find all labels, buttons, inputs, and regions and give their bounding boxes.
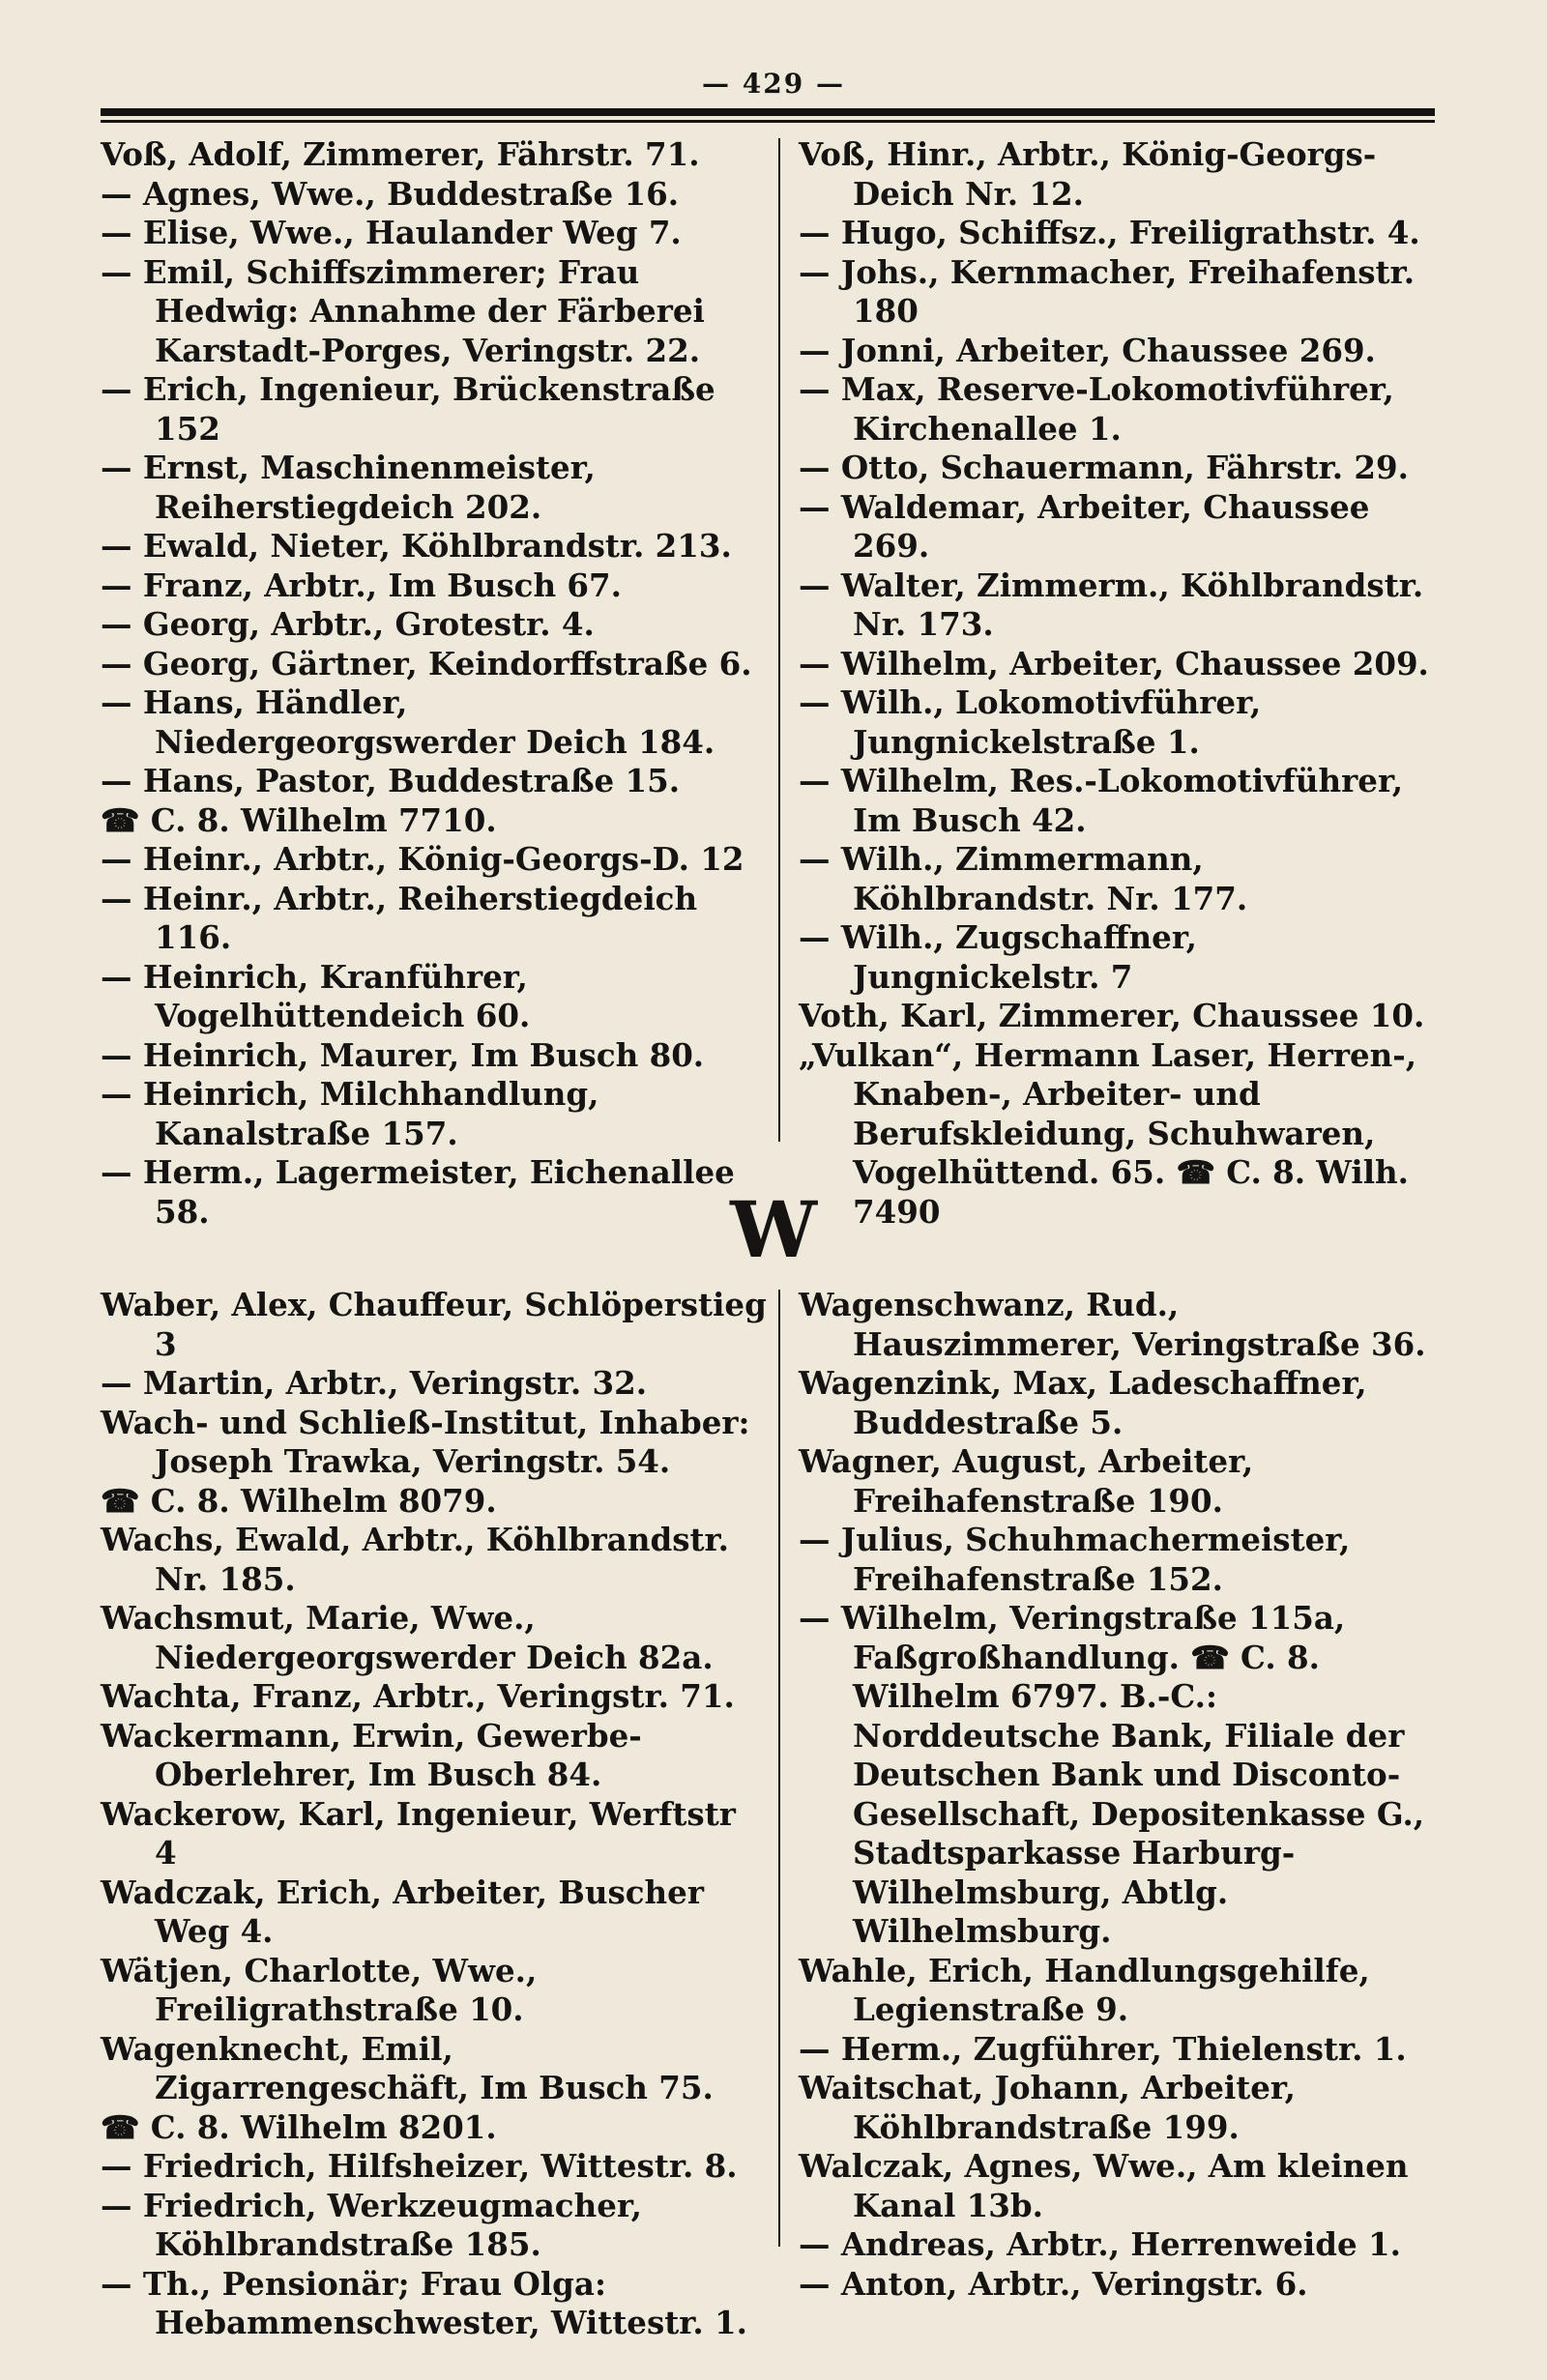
directory-entry: — Friedrich, Hilfsheizer, Wittestr. 8. bbox=[101, 2147, 738, 2185]
directory-entry: Voth, Karl, Zimmerer, Chaussee 10. bbox=[799, 997, 1425, 1034]
column-divider-bottom bbox=[778, 1290, 780, 2247]
directory-entry: — Julius, Schuhmachermeister, Freihafenstraße 152. bbox=[799, 1521, 1351, 1598]
column-divider-top bbox=[778, 138, 780, 1142]
directory-entry: — Georg, Gärtner, Keindorffstraße 6. bbox=[101, 644, 752, 682]
directory-entry: Wagner, August, Arbeiter, Freihafenstraße 190. bbox=[799, 1442, 1254, 1520]
directory-entry: — Herm., Lagermeister, Eichenallee 58. bbox=[101, 1153, 735, 1231]
directory-entry: — Friedrich, Werkzeugmacher, Köhlbrandstraße 185. bbox=[101, 2186, 642, 2263]
directory-entry: „Vulkan“, Hermann Laser, Herren-, Knaben-, Arbeiter- und Berufskleidung, Schuhwaren, Vogelhüttend. 65. ☎ C. 8. Wilh. 7490 bbox=[799, 1035, 1417, 1231]
directory-entry: — Otto, Schauermann, Fährstr. 29. bbox=[799, 449, 1409, 486]
directory-entry: — Anton, Arbtr., Veringstr. 6. bbox=[799, 2264, 1308, 2303]
directory-entry: Wachs, Ewald, Arbtr., Köhlbrandstr. Nr. 185. bbox=[101, 1521, 729, 1598]
directory-entry: — Elise, Wwe., Haulander Weg 7. bbox=[101, 214, 682, 251]
page-number: — 429 — bbox=[702, 68, 845, 100]
column-top-left bbox=[101, 135, 768, 1232]
directory-entry: — Erich, Ingenieur, Brückenstraße 152 bbox=[101, 370, 715, 448]
directory-entry: — Jonni, Arbeiter, Chaussee 269. bbox=[799, 331, 1376, 369]
directory-entry: — Georg, Arbtr., Grotestr. 4. bbox=[101, 605, 595, 643]
directory-entry: — Heinr., Arbtr., König-Georgs-D. 12 bbox=[101, 840, 744, 878]
directory-entry: — Agnes, Wwe., Buddestraße 16. bbox=[101, 174, 680, 213]
column-top-right bbox=[799, 135, 1442, 1232]
directory-entry: — Walter, Zimmerm., Köhlbrandstr. Nr. 173. bbox=[799, 566, 1424, 643]
directory-entry: ☎ C. 8. Wilhelm 7710. bbox=[101, 800, 497, 839]
directory-entry: — Wilhelm, Res.-Lokomotivführer, Im Busch 42. bbox=[799, 762, 1404, 839]
directory-entry: — Johs., Kernmacher, Freihafenstr. 180 bbox=[799, 252, 1416, 330]
directory-entry: — Heinrich, Maurer, Im Busch 80. bbox=[101, 1035, 705, 1074]
directory-entry: Wadczak, Erich, Arbeiter, Buscher Weg 4. bbox=[101, 1872, 704, 1950]
header-rule-thin bbox=[101, 120, 1435, 123]
directory-entry: — Hans, Pastor, Buddestraße 15. bbox=[101, 762, 681, 799]
directory-entry: — Hugo, Schiffsz., Freiligrathstr. 4. bbox=[799, 214, 1420, 251]
section-letter-heading: W bbox=[730, 1184, 817, 1275]
directory-entry: Wackermann, Erwin, Gewerbe-Oberlehrer, Im Busch 84. bbox=[101, 1716, 642, 1793]
column-bottom-left bbox=[101, 1286, 768, 2343]
directory-entry: — Heinr., Arbtr., Reiherstiegdeich 116. bbox=[101, 879, 698, 956]
directory-entry: Wach- und Schließ-Institut, Inhaber: Joseph Trawka, Veringstr. 54. bbox=[101, 1403, 750, 1480]
directory-entry: Voß, Adolf, Zimmerer, Fährstr. 71. bbox=[101, 135, 700, 173]
directory-entry: Wachta, Franz, Arbtr., Veringstr. 71. bbox=[101, 1677, 735, 1715]
directory-entry: — Martin, Arbtr., Veringstr. 32. bbox=[101, 1364, 648, 1402]
directory-entry: Wagenschwanz, Rud., Hauszimmerer, Veringstraße 36. bbox=[799, 1286, 1426, 1363]
directory-entry: Wackerow, Karl, Ingenieur, Werftstr 4 bbox=[101, 1794, 736, 1872]
directory-entry: Waber, Alex, Chauffeur, Schlöperstieg 3 bbox=[101, 1286, 767, 1363]
directory-entry: — Wilh., Zimmermann, Köhlbrandstr. Nr. 177. bbox=[799, 840, 1248, 917]
directory-entry: Waitschat, Johann, Arbeiter, Köhlbrandstraße 199. bbox=[799, 2069, 1296, 2146]
column-bottom-right bbox=[799, 1286, 1442, 2304]
directory-entry: Wahle, Erich, Handlungsgehilfe, Legienstraße 9. bbox=[799, 1951, 1370, 2028]
directory-entry: — Emil, Schiffszimmerer; Frau Hedwig: Annahme der Färberei Karstadt-Porges, Veringstr. 22. bbox=[101, 252, 705, 369]
directory-entry: Wagenknecht, Emil, Zigarrengeschäft, Im Busch 75. bbox=[101, 2029, 714, 2106]
directory-entry: Voß, Hinr., Arbtr., König-Georgs-Deich Nr. 12. bbox=[799, 135, 1377, 213]
directory-entry: — Andreas, Arbtr., Herrenweide 1. bbox=[799, 2225, 1401, 2263]
directory-entry: — Wilhelm, Arbeiter, Chaussee 209. bbox=[799, 644, 1429, 682]
directory-entry: ☎ C. 8. Wilhelm 8079. bbox=[101, 1481, 497, 1520]
directory-entry: — Franz, Arbtr., Im Busch 67. bbox=[101, 566, 622, 604]
directory-entry: — Hans, Händler, Niedergeorgswerder Deich 184. bbox=[101, 683, 715, 761]
directory-entry: — Wilh., Zugschaffner, Jungnickelstr. 7 bbox=[799, 918, 1197, 996]
directory-entry: Wätjen, Charlotte, Wwe., Freiligrathstraße 10. bbox=[101, 1951, 538, 2028]
directory-entry: — Herm., Zugführer, Thielenstr. 1. bbox=[799, 2029, 1407, 2068]
directory-entry: Wagenzink, Max, Ladeschaffner, Buddestraße 5. bbox=[799, 1364, 1367, 1441]
directory-entry: ☎ C. 8. Wilhelm 8201. bbox=[101, 2107, 497, 2146]
directory-entry: Walczak, Agnes, Wwe., Am kleinen Kanal 13b. bbox=[799, 2147, 1409, 2224]
directory-entry: — Max, Reserve-Lokomotivführer, Kirchenallee 1. bbox=[799, 370, 1394, 448]
directory-entry: — Heinrich, Kranführer, Vogelhüttendeich 60. bbox=[101, 957, 531, 1034]
directory-entry: — Waldemar, Arbeiter, Chaussee 269. bbox=[799, 487, 1370, 565]
directory-entry: — Th., Pensionär; Frau Olga: Hebammenschwester, Wittestr. 1. bbox=[101, 2264, 747, 2341]
directory-entry: — Ernst, Maschinenmeister, Reiherstiegdeich 202. bbox=[101, 449, 596, 526]
directory-entry: — Wilhelm, Veringstraße 115a, Faßgroßhandlung. ☎ C. 8. Wilhelm 6797. B.-C.: Norddeutsche Bank, Filiale der Deutschen Bank und Disconto-Gesellschaft, Depositenkasse G., Stadtsparkasse Harburg-Wilhelmsburg, Abtlg. Wilhelmsburg. bbox=[799, 1599, 1425, 1950]
directory-entry: Wachsmut, Marie, Wwe., Niedergeorgswerder Deich 82a. bbox=[101, 1599, 714, 1676]
directory-entry: — Ewald, Nieter, Köhlbrandstr. 213. bbox=[101, 527, 732, 565]
directory-entry: — Wilh., Lokomotivführer, Jungnickelstraße 1. bbox=[799, 683, 1262, 761]
header-rule-thick bbox=[101, 108, 1435, 116]
directory-entry: — Heinrich, Milchhandlung, Kanalstraße 157. bbox=[101, 1075, 599, 1152]
